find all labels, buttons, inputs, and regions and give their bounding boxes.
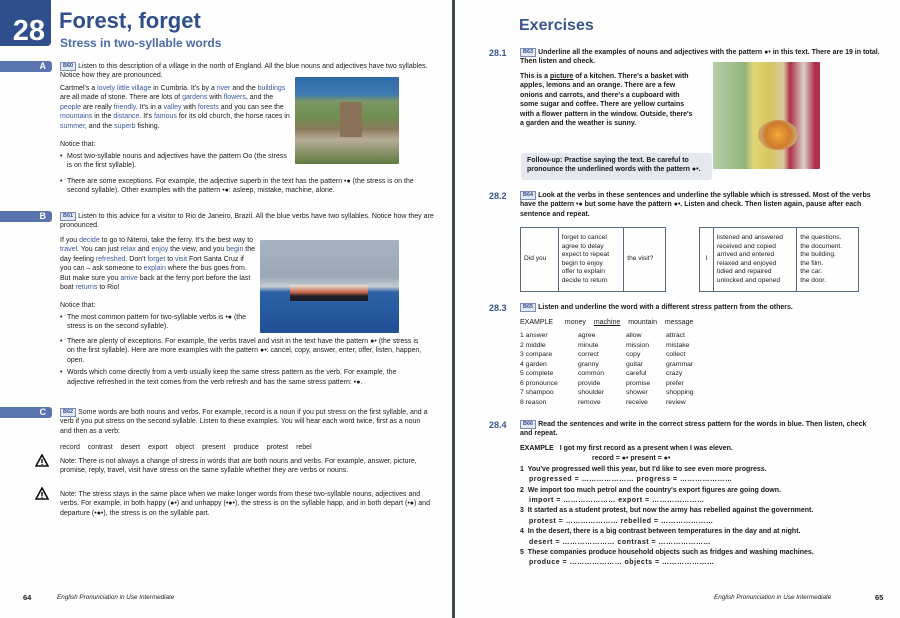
item-sentence: 2 We import too much petrol and the country's export figures are going down. (520, 486, 781, 494)
section-tab-c: C (0, 407, 52, 418)
note-1: Note: There is not always a change of stress in words that are both nouns and verbs. For example, answer, picture, promise, reply, travel, visit have stress on the same syllable whether they are verbs or nouns. (60, 458, 417, 475)
section-tab-b: B (0, 211, 52, 222)
unit-subtitle: Stress in two-syllable words (60, 36, 222, 50)
section-b-passage: If you decide to go to Niteroi, take the ferry. It's the best way to travel. You can just relax and enjoy the view, and you begin the day feeling refreshed. Don't forget to visit Fort Santa Cruz if you can – ask someone to explain where the bus goes from. But make sure you arrive back at the ferry port before the last boat returns to Rio! (60, 237, 256, 292)
section-b-bullets-2 (60, 337, 425, 390)
exercise-28-2-instruction: B64 Look at the verbs in these sentences and underline the syllable which is stressed. Most of the verbs have the pattern •● but some have the pattern ●•. Listen and check. Then listen again, pause after each sentence and repeat. (520, 192, 871, 218)
exercise-28-4-instruction: B66 Read the sentences and write in the correct stress pattern for the words in blue. Then listen, check and repeat. (520, 421, 867, 438)
footer-book-title-right: English Pronunciation in Use Intermediate (714, 594, 832, 601)
bullet: • There are some exceptions. For example, the adjective superb in the text has the pattern •● (the stress is on the second syllable). Other examples with the pattern •●: asleep, mistake, machine, alone. (60, 177, 425, 196)
section-c-intro: B62 Some words are both nouns and verbs. For example, record is a noun if you put stress on the first syllable, and a verb if you put stress on the second syllable. Listen to these examples. You will hear each word twice, first as a noun and then as a verb: (60, 409, 428, 435)
audio-track-icon[interactable]: B64 (520, 191, 536, 200)
item-sentence: 5 These companies produce household objects such as fridges and washing machines. (520, 549, 814, 557)
word-row: 1 answer agree allow attract (520, 332, 685, 339)
object-list-cell: the questions. the document. the building. the film. the car. the door. (797, 228, 859, 292)
notice-label-a: Notice that: (60, 141, 96, 148)
audio-track-icon[interactable]: B60 (60, 62, 76, 71)
notice-label-b: Notice that: (60, 302, 96, 309)
word-row: 7 shampoo shoulder shower shopping (520, 389, 694, 396)
audio-track-icon[interactable]: B66 (520, 420, 536, 429)
unit-title: Forest, forget (59, 8, 201, 33)
page-number-right: 65 (875, 593, 884, 602)
audio-track-icon[interactable]: B65 (520, 303, 536, 312)
exercises-title: Exercises (519, 17, 594, 34)
exercise-28-1-instruction: B63 Underline all the examples of nouns and adjectives with the pattern ●• in this text. There are 19 in total. Then listen and check. (520, 49, 880, 66)
exercise-28-3-example: EXAMPLE money machine mountain message (520, 319, 694, 326)
subject-cell: I (700, 228, 714, 292)
section-b-intro: B61 Listen to this advice for a visitor to Rio de Janeiro, Brazil. All the blue verbs have two syllables. Notice how they are pronounced. (60, 213, 434, 230)
verb-list-cell: listened and answered received and copied arrived and entered relaxed and enjoyed tidied and repaired unlocked and opened (713, 228, 796, 292)
kitchen-photo (713, 62, 820, 169)
object-cell: the visit? (624, 228, 666, 292)
word-row: 6 pronounce provide promise prefer (520, 379, 684, 387)
verb-list-cell: forget to cancel agree to delay expect to repeat begin to enjoy offer to explain decide to return (558, 228, 624, 292)
item-sentence: 4 In the desert, there is a big contrast between temperatures in the day and at night. (520, 528, 801, 536)
village-photo (295, 77, 399, 164)
audio-track-icon[interactable]: B63 (520, 48, 536, 57)
footer-book-title-left: English Pronunciation in Use Intermediate (57, 594, 175, 601)
noun-verb-word-list: record contrast desert export object present produce protest rebel (60, 444, 312, 451)
note-2: Note: The stress stays in the same place when we make longer words from these two-syllable nouns, adjectives and verbs. For example, in both happy (●•) and unhappy (•●•), the stress is on the syllable happ, and in both depart (•●) and departure (•●•), the stress is on the syllable part. (60, 491, 430, 517)
section-a-bullets-2 (60, 177, 425, 199)
word-row: 3 compare correct copy collect (520, 351, 686, 358)
verbs-table-1 (520, 227, 666, 292)
exercise-number: 28.4 (489, 420, 507, 430)
answer-field[interactable]: progressed = ………………… progress = ………………… (529, 476, 733, 484)
stress-word-grid (520, 331, 716, 407)
word-row: 8 reason remove receive review (520, 398, 686, 406)
page-number-left: 64 (23, 593, 32, 602)
warning-icon (35, 454, 49, 467)
warning-icon (35, 487, 49, 500)
exercise-number: 28.3 (489, 303, 507, 313)
example-sentence: EXAMPLE I got my first record as a present when I was eleven. (520, 445, 733, 452)
exercise-28-3-instruction: B65 Listen and underline the word with a different stress pattern from the others. (520, 303, 890, 312)
bullet: • Most two-syllable nouns and adjectives have the pattern Oo (the stress is on the first syllable). (60, 152, 292, 171)
bullet: • The most common pattern for two-syllable verbs is •● (the stress is on the second syllable). (60, 313, 250, 332)
exercise-28-4-items (520, 444, 880, 569)
example-answer: record = ●• present = ●• (592, 455, 671, 463)
answer-field[interactable]: produce = ………………… objects = ………………… (529, 559, 715, 567)
followup-box: Follow-up: Practise saying the text. Be careful to pronounce the underlined words with the pattern ●•. (521, 153, 712, 180)
kitchen-passage: This is a picture of a kitchen. There's a basket with apples, lemons and an orange. There are a few onions and carrots, and there's a cupboard with some sugar and coffee. There are yellow curtains with a flower pattern in the window. Outside, there's a garden and the weather is sunny. (520, 73, 693, 128)
answer-field[interactable]: desert = ………………… contrast = ………………… (529, 538, 712, 546)
bullet: • Words which come directly from a verb usually keep the same stress pattern as the verb. For example, the adjective refreshed in the text comes from the verb refresh and has the same stress pattern: •●. (60, 368, 425, 387)
word-row: 2 middle minute mission mistake (520, 341, 690, 349)
section-a-passage: Cartmel's a lovely little village in Cumbria. It's by a river and the buildings are all made of stone. There are lots of gardens with flowers, and the people are really friendly. It's in a valley with forests and you can see the mountains in the distance. It's famous for its old church, the horse races in summer, and the superb fishing. (60, 85, 290, 130)
section-a-bullets (60, 152, 292, 174)
audio-track-icon[interactable]: B62 (60, 408, 76, 417)
word-row: 4 garden granny guitar grammar (520, 360, 694, 368)
answer-field[interactable]: protest = ………………… rebelled = ………………… (529, 517, 714, 525)
section-b-bullets (60, 313, 250, 335)
exercise-number: 28.1 (489, 48, 507, 58)
audio-track-icon[interactable]: B61 (60, 212, 76, 221)
subject-cell: Did you (521, 228, 559, 292)
word-row: 5 complete common careful crazy (520, 370, 683, 377)
verbs-table-2 (699, 227, 859, 292)
exercise-number: 28.2 (489, 191, 507, 201)
answer-field[interactable]: import = ………………… export = ………………… (529, 497, 705, 505)
bullet: • There are plenty of exceptions. For example, the verbs travel and visit in the text have the pattern ●• (the stress is on the first syllable). Here are more examples with the pattern ●•: cancel, copy, answer, enter, offer, listen, happen, open. (60, 337, 425, 365)
section-tab-a: A (0, 61, 52, 72)
section-a-intro: B60 Listen to this description of a village in the north of England. All the blue nouns and adjectives have two syllables. Notice how they are pronounced. (60, 63, 428, 80)
item-sentence: 1 You've progressed well this year, but I'd like to see even more progress. (520, 465, 767, 473)
unit-number-badge: 28 (0, 0, 51, 46)
ferry-photo (260, 240, 399, 333)
item-sentence: 3 It started as a student protest, but now the army has rebelled against the government. (520, 507, 814, 515)
